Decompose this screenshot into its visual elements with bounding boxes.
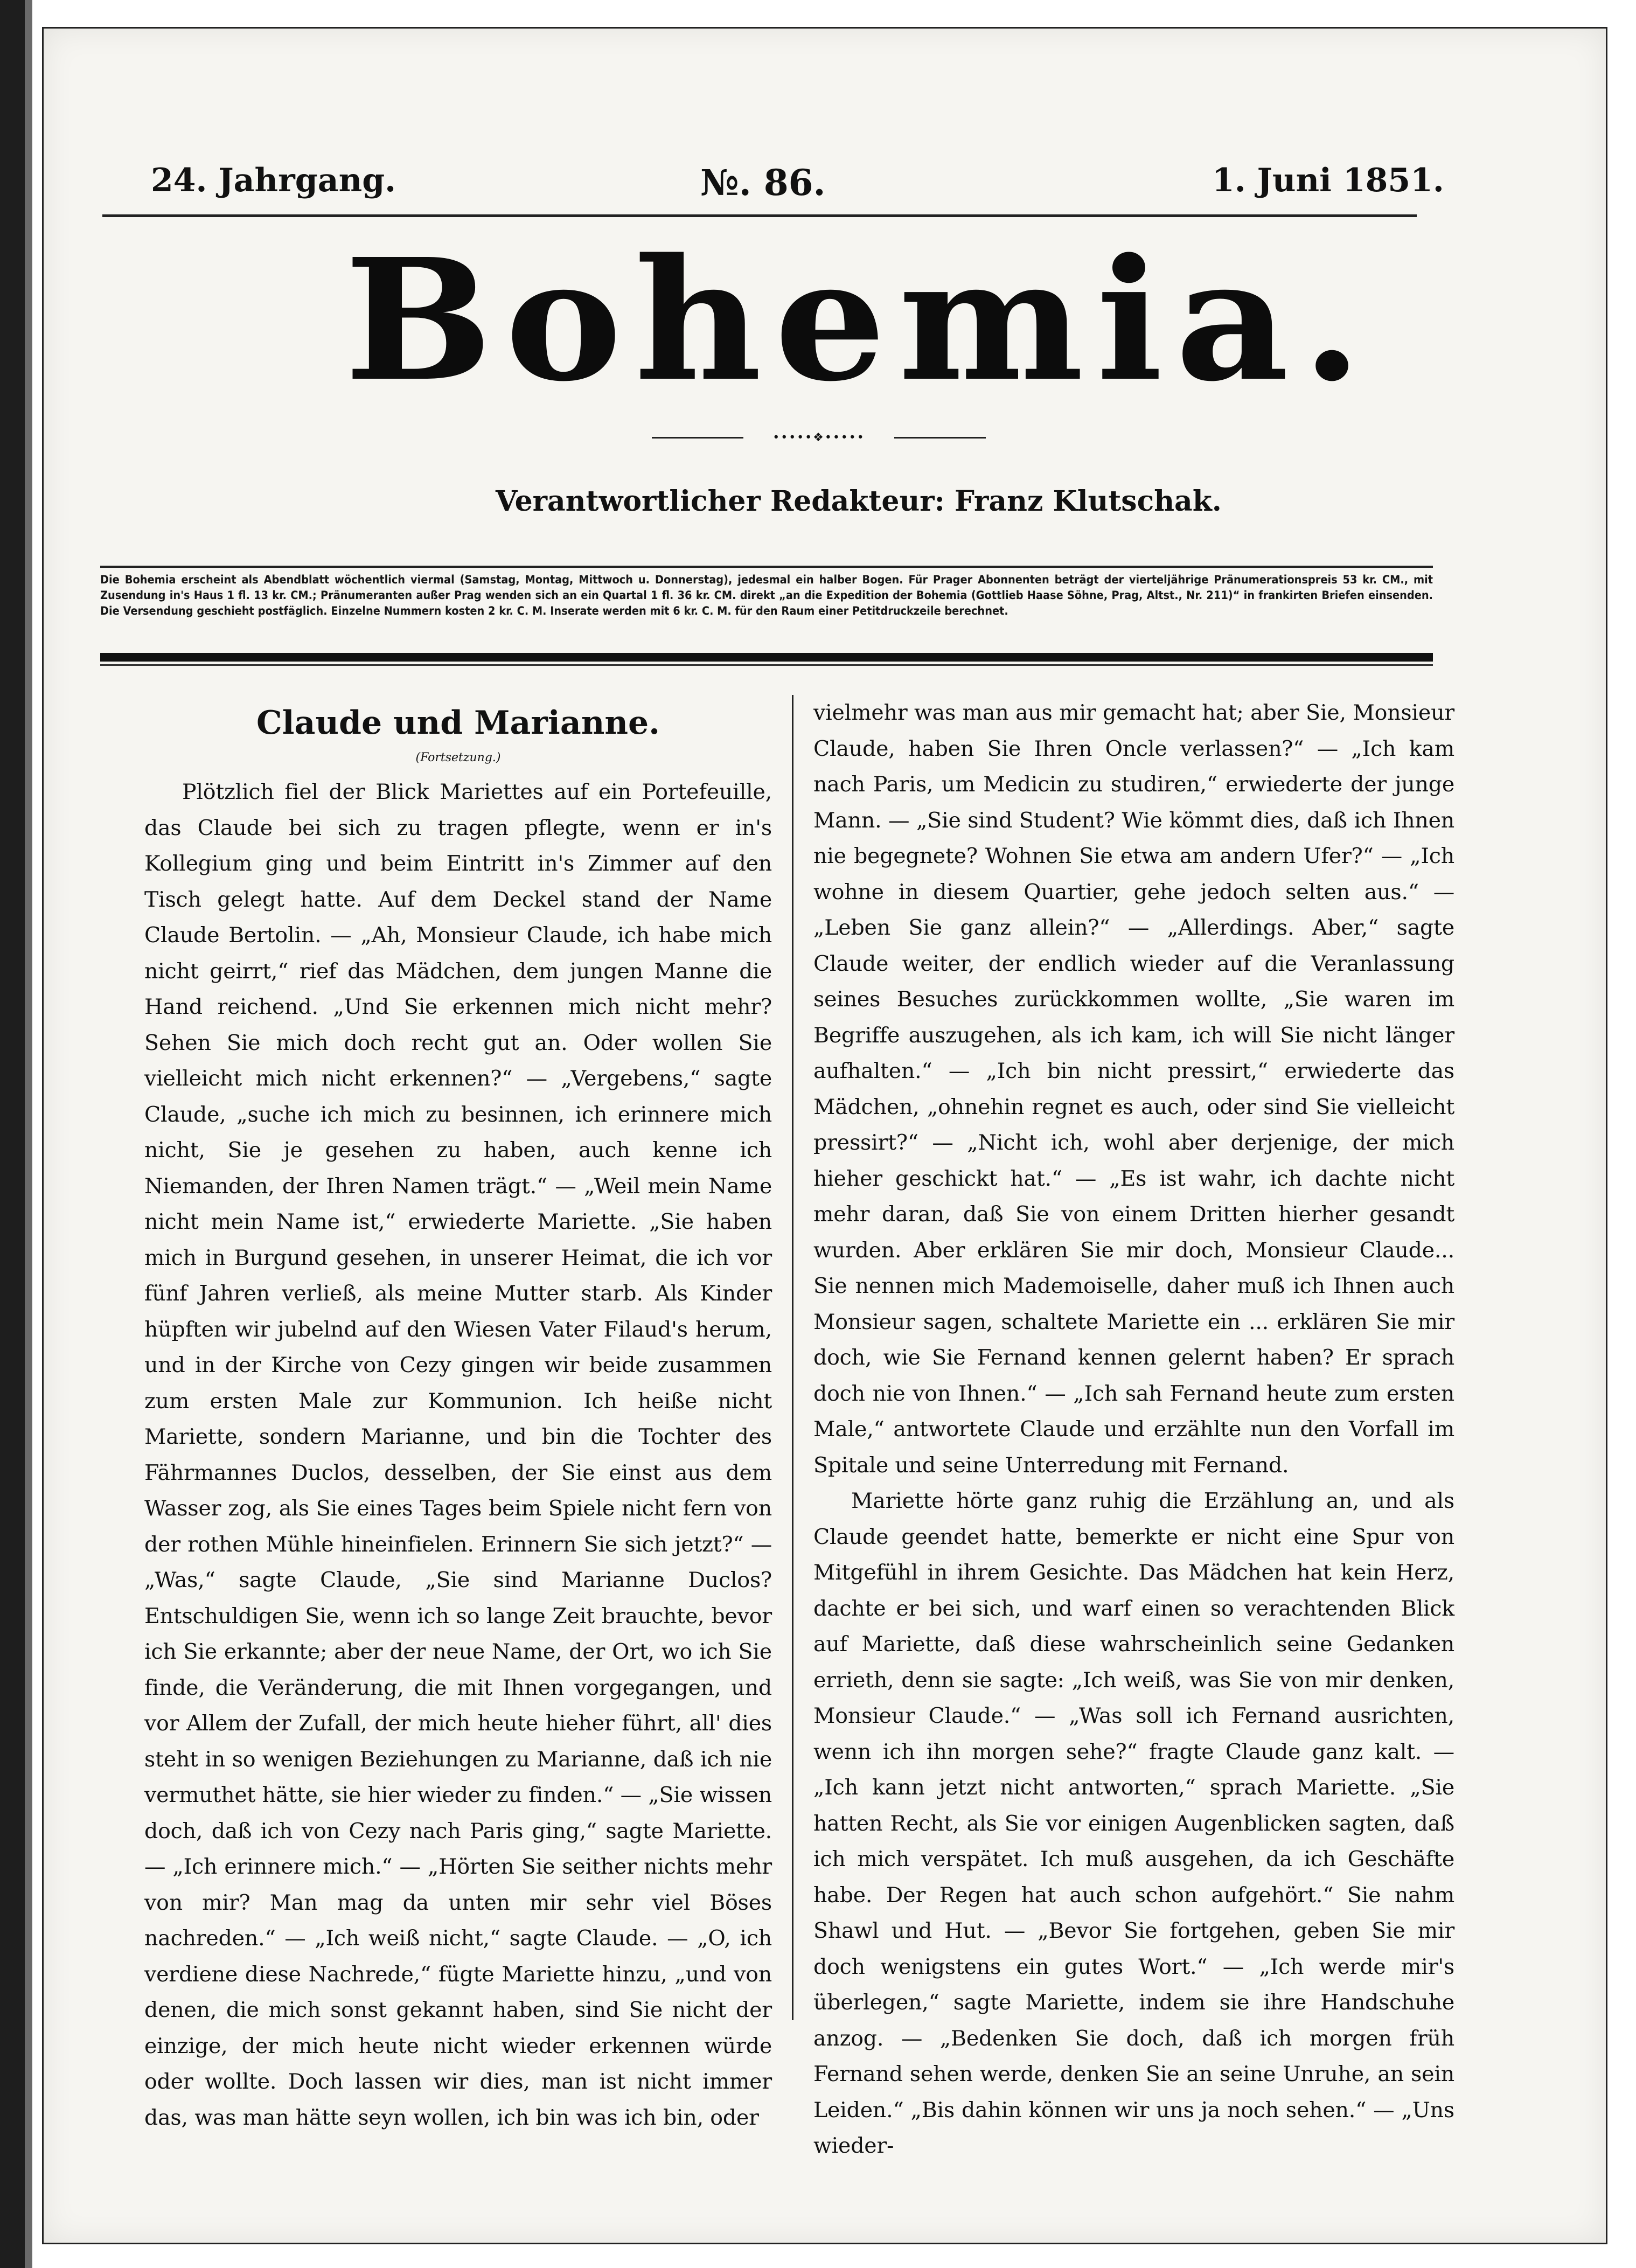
editor-line: Verantwortlicher Redakteur: Franz Klutschak. (496, 485, 1222, 518)
issue-date: 1. Juni 1851. (1212, 162, 1444, 199)
subscription-notice: Die Bohemia erscheint als Abendblatt wöchentlich viermal (Samstag, Montag, Mittwoch u. Donnerstag), jedesmal ein halber Bogen. Für Prager Abonnenten beträgt der vierteljährige Pränumerationspreis 53 kr. CM., mit Zusendung in's Haus 1 fl. 13 kr. CM.; Pränumeranten außer Prag wenden sich an ein Quartal 1 fl. 36 kr. CM. direkt „an die Expedition der Bohemia (Gottlieb Haase Söhne, Prag, Altst., Nr. 211)“ in frankirten Briefen einsenden. Die Versendung geschieht postfäglich. Einzelne Nummern kosten 2 kr. C. M. Inserate werden mit 6 kr. C. M. für den Raum einer Petitdruckzeile berechnet. (100, 573, 1433, 618)
article-paragraph: Plötzlich fiel der Blick Mariettes auf ein Portefeuille, das Claude bei sich zu tragen pflegte, wenn er in's Kollegium ging und beim Eintritt in's Zimmer auf den Tisch gelegt hatte. Auf dem Deckel stand der Name Claude Bertolin. — „Ah, Monsieur Claude, ich habe mich nicht geirrt,“ rief das Mädchen, dem jungen Manne die Hand reichend. „Und Sie erkennen mich nicht mehr? Sehen Sie mich doch recht gut an. Oder wollen Sie vielleicht mich nicht erkennen?“ — „Vergebens,“ sagte Claude, „suche ich mich zu besinnen, ich erinnere mich nicht, Sie je gesehen zu haben, auch kenne ich Niemanden, der Ihren Namen trägt.“ — „Weil mein Name nicht mein Name ist,“ erwiederte Mariette. „Sie haben mich in Burgund gesehen, in unserer Heimat, die ich vor fünf Jahren verließ, als meine Mutter starb. Als Kinder hüpften wir jubelnd auf den Wiesen Vater Filaud's herum, und in der Kirche von Cezy gingen wir beide zusammen zum ersten Male zur Kommunion. Ich heiße nicht Mariette, sondern Marianne, und bin die Tochter des Fährmannes Duclos, desselben, der Sie einst aus dem Wasser zog, als Sie eines Tages beim Spiele nicht fern von der rothen Mühle hineinfielen. Erinnern Sie sich jetzt?“ — „Was,“ sagte Claude, „Sie sind Marianne Duclos? Entschuldigen Sie, wenn ich so lange Zeit brauchte, bevor ich Sie erkannte; aber der neue Name, der Ort, wo ich Sie finde, die Veränderung, die mit Ihnen vorgegangen, und vor Allem der Zufall, der mich heute hieher führt, all' dies steht in so wenigen Beziehungen zu Marianne, daß ich nie vermuthet hätte, sie hier wieder zu finden.“ — „Sie wissen doch, daß ich von Cezy nach Paris ging,“ sagte Mariette. — „Ich erinnere mich.“ — „Hörten Sie seither nichts mehr von mir? Man mag da unten mir sehr viel Böses nachreden.“ — „Ich weiß nicht,“ sagte Claude. — „O, ich verdiene diese Nachrede,“ fügte Mariette hinzu, „und von denen, die mich sonst gekannt haben, sind Sie nicht der einzige, der mich heute nicht wieder erkennen würde oder wollte. Doch lassen wir dies, man ist nicht immer das, was man hätte seyn wollen, ich bin was ich bin, oder (144, 780, 772, 2130)
article-title: Claude und Marianne. (256, 704, 660, 742)
article-column-right (813, 695, 1454, 2164)
header-rule (102, 214, 1417, 217)
ornament-divider (652, 431, 986, 444)
scan-edge-dark (0, 0, 25, 2268)
issue-header (102, 162, 1444, 210)
notice-rule-top (100, 566, 1433, 568)
ornament-line-right (894, 437, 986, 439)
issue-year: 24. Jahrgang. (151, 162, 396, 199)
continuation-note: (Fortsetzung.) (415, 751, 501, 764)
ornament-line-left (652, 437, 743, 439)
thick-rule (100, 653, 1433, 662)
article-column-left (144, 695, 772, 2135)
ornament-dots: •••••❖••••• (772, 431, 865, 444)
article-paragraph: Mariette hörte ganz ruhig die Erzählung an, und als Claude geendet hatte, bemerkte er nicht eine Spur von Mitgefühl in ihrem Gesichte. Das Mädchen hat kein Herz, dachte er bei sich, und warf einen so verachtenden Blick auf Mariette, daß diese wahrscheinlich seine Gedanken errieth, denn sie sagte: „Ich weiß, was Sie von mir denken, Monsieur Claude.“ — „Was soll ich Fernand ausrichten, wenn ich ihn morgen sehe?“ fragte Claude ganz kalt. — „Ich kann jetzt nicht antworten,“ sprach Mariette. „Sie hatten Recht, als Sie vor einigen Augenblicken sagten, daß ich mich verspätet. Ich muß ausgehen, da ich Geschäfte habe. Der Regen hat auch schon aufgehört.“ Sie nahm Shawl und Hut. — „Bevor Sie fortgehen, geben Sie mir doch wenigstens ein gutes Wort.“ — „Ich werde mir's überlegen,“ sagte Mariette, indem sie ihre Handschuhe anzog. — „Bedenken Sie doch, daß ich morgen früh Fernand sehen werde, denken Sie an seine Unruhe, an sein Leiden.“ „Bis dahin können wir uns ja noch sehen.“ — „Uns wieder- (813, 1488, 1454, 2158)
scan-edge-grey (25, 0, 32, 2268)
issue-number: №. 86. (700, 162, 826, 204)
thin-rule (100, 664, 1433, 666)
masthead-title: Bohemia. (344, 222, 1375, 419)
column-divider (792, 695, 793, 2020)
article-paragraph: vielmehr was man aus mir gemacht hat; aber Sie, Monsieur Claude, haben Sie Ihren Oncle verlassen?“ — „Ich kam nach Paris, um Medicin zu studiren,“ erwiederte der junge Mann. — „Sie sind Student? Wie kömmt dies, daß ich Ihnen nie begegnete? Wohnen Sie etwa am andern Ufer?“ — „Ich wohne in diesem Quartier, gehe jedoch selten aus.“ — „Leben Sie ganz allein?“ — „Allerdings. Aber,“ sagte Claude weiter, der endlich wieder auf die Veranlassung seines Besuches zurückkommen wollte, „Sie waren im Begriffe auszugehen, als ich kam, ich will Sie nicht länger aufhalten.“ — „Ich bin nicht pressirt,“ erwiederte das Mädchen, „ohnehin regnet es auch, oder sind Sie vielleicht pressirt?“ — „Nicht ich, wohl aber derjenige, der mich hieher geschickt hat.“ — „Es ist wahr, ich dachte nicht mehr daran, daß Sie von einem Dritten hierher gesandt wurden. Aber erklären Sie mir doch, Monsieur Claude... Sie nennen mich Mademoiselle, daher muß ich Ihnen auch Monsieur sagen, schaltete Mariette ein ... erklären Sie mir doch, wie Sie Fernand kennen gelernt haben? Er sprach doch nie von Ihnen.“ — „Ich sah Fernand heute zum ersten Male,“ antwortete Claude und erzählte nun den Vorfall im Spitale und seine Unterredung mit Fernand. (813, 700, 1454, 1478)
